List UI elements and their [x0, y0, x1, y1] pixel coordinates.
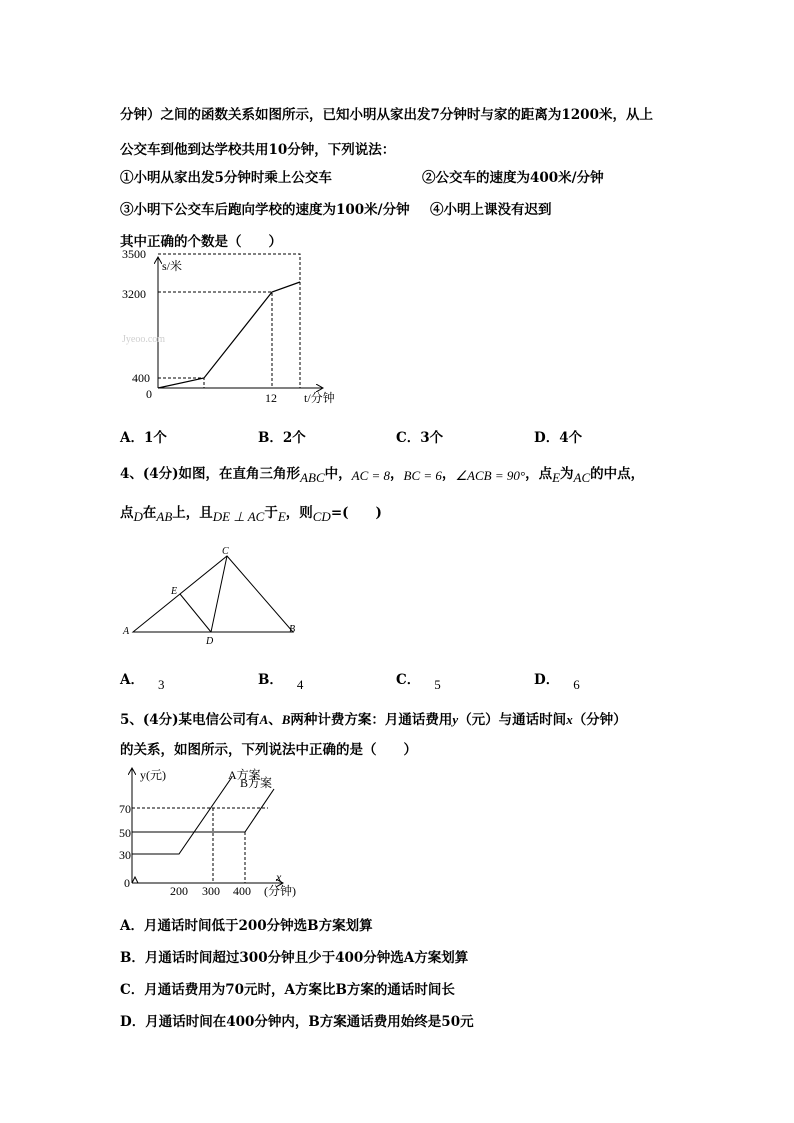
q5-line1a: 5、(4分)某电信公司有 [120, 712, 260, 728]
q4-segment-de [180, 594, 211, 632]
q5-xtick-200: 200 [170, 884, 188, 898]
q4-line2c: 上，且 [172, 505, 213, 521]
q5-plan-b-line [132, 789, 274, 832]
q3-statement-1: ①小明从家出发5分钟时乘上公交车 [120, 170, 332, 186]
q5-option-d[interactable]: D．月通话时间在400分钟内，B方案通话费用始终是50元 [120, 1014, 474, 1030]
q5-plan-a-label: A方案 [228, 768, 261, 782]
q4-prefix: 4、(4分)如图，在直角三角形 [120, 466, 301, 482]
q4-label-c: C [222, 546, 229, 557]
q3-distance-time-graph [110, 247, 360, 412]
q5-xtick-300: 300 [202, 884, 220, 898]
q5-x-label-unit: (分钟) [264, 884, 296, 898]
q5-option-b[interactable]: B．月通话时间超过300分钟且少于400分钟选A方案划算 [120, 950, 469, 966]
q3-ytick-3200: 3200 [122, 287, 146, 301]
q5-plan-b-label: B方案 [240, 776, 273, 790]
q5-y-label: y(元) [140, 768, 166, 782]
q4-option-c[interactable] [396, 668, 441, 692]
q4-line2b: 在 [142, 505, 157, 521]
q4-line2e: ，则 [285, 505, 313, 521]
q4-sep2: ， [441, 466, 456, 482]
q5-line1d: （分钟） [572, 712, 627, 728]
q3-option-b[interactable]: B．2个 [258, 430, 306, 446]
q5-option-a[interactable]: A．月通话时间低于200分钟选B方案划算 [120, 918, 373, 934]
q4-label-e: E [171, 586, 178, 597]
q5-ytick-70: 70 [119, 802, 131, 816]
q4-option-c-value: 5 [434, 677, 441, 692]
q4-line2d: 于 [264, 505, 278, 521]
q4-angle: ∠ACB = 90° [455, 468, 526, 483]
q5-plan-a-line [132, 777, 232, 854]
q4-label-b: B [289, 624, 296, 635]
q4-option-c-label: C． [396, 672, 421, 688]
q5-axis-break [132, 877, 138, 883]
q3-ytick-3500: 3500 [122, 247, 146, 261]
q3-xtick-12: 12 [265, 391, 277, 405]
q4-text-line1 [120, 462, 645, 485]
q4-line2a: 点 [120, 505, 134, 521]
q4-option-a-label: A． [120, 672, 144, 688]
q5-sep: 、 [268, 712, 282, 728]
q3-statement-3: ③小明下公交车后跑向学校的速度为100米/分钟 [120, 202, 410, 218]
q5-ytick-30: 30 [119, 848, 131, 862]
q5-xtick-400: 400 [233, 884, 251, 898]
q4-perpendicular: DE ⊥ AC [212, 509, 265, 524]
q4-text-line2 [120, 501, 382, 524]
q4-option-b-label: B． [258, 672, 283, 688]
q5-var-x: x [566, 712, 573, 727]
q4-bc-length: BC = 6 [403, 468, 442, 483]
q3-statement-4: ④小明上课没有迟到 [430, 202, 552, 218]
q4-triangle-figure [115, 540, 315, 650]
q4-label-a: A [123, 626, 130, 637]
q3-option-a[interactable]: A．1个 [120, 430, 167, 446]
q5-var-y: y [452, 712, 459, 727]
q4-sep1: ， [390, 466, 404, 482]
q4-segment-ac: AC [573, 470, 591, 485]
q3-guide-3200 [158, 292, 272, 388]
q3-y-label: s/米 [162, 259, 183, 273]
q4-option-d-label: D． [534, 672, 560, 688]
q3-watermark: Jyeoo.com [122, 334, 166, 345]
q5-text-line1 [120, 708, 627, 728]
q4-option-a[interactable] [120, 668, 165, 692]
q4-mid2: ，点 [525, 466, 553, 482]
q4-mid1: 中， [324, 466, 352, 482]
q4-mid4: 的中点， [590, 466, 645, 482]
q4-segment-ab: AB [156, 509, 173, 524]
q5-text-line2: 的关系，如图所示，下列说法中正确的是（ ） [120, 742, 417, 758]
q3-x-label: t/分钟 [304, 391, 335, 405]
q4-triangle-abc: ABC [300, 470, 325, 485]
q3-option-d[interactable]: D．4个 [534, 430, 583, 446]
q3-ytick-400: 400 [132, 371, 150, 385]
q5-x-label-var: x [276, 870, 282, 884]
q4-point-e2: E [277, 509, 286, 524]
q5-line1b: 两种计费方案：月通话费用 [290, 712, 453, 728]
q5-plan-a: A [259, 712, 269, 727]
q5-plan-b: B [281, 712, 291, 727]
q4-mid3: 为 [560, 466, 574, 482]
q5-ytick-0: 0 [124, 876, 130, 890]
q4-segment-cd: CD [312, 509, 331, 524]
q5-billing-graph [110, 765, 330, 905]
q3-distance-curve [158, 282, 300, 388]
q3-option-c[interactable]: C．3个 [396, 430, 444, 446]
q4-point-e: E [552, 470, 561, 485]
q3-text-line1: 分钟）之间的函数关系如图所示，已知小明从家出发7分钟时与家的距离为1200米，从上 [120, 107, 653, 123]
q4-option-b-value: 4 [296, 677, 304, 692]
q5-option-c[interactable]: C．月通话费用为70元时，A方案比B方案的通话时间长 [120, 982, 455, 998]
q3-question: 其中正确的个数是（ ） [120, 234, 282, 250]
q3-text-line2: 公交车到他到达学校共用10分钟，下列说法： [120, 142, 396, 158]
q5-line1c: （元）与通话时间 [458, 712, 567, 728]
q3-guide-3500 [158, 254, 300, 388]
q3-ytick-0: 0 [146, 387, 152, 401]
q4-option-d[interactable] [534, 668, 580, 692]
q4-option-b[interactable] [258, 668, 304, 692]
q4-line2f: =( ) [330, 505, 382, 521]
q4-point-d: D [133, 509, 143, 524]
q4-ac-length: AC = 8 [351, 468, 391, 483]
q4-option-a-value: 3 [157, 677, 165, 692]
q4-label-d: D [206, 636, 214, 647]
q5-ytick-50: 50 [119, 826, 131, 840]
q3-statement-2: ②公交车的速度为400米/分钟 [422, 170, 604, 186]
q4-option-d-value: 6 [573, 677, 580, 692]
